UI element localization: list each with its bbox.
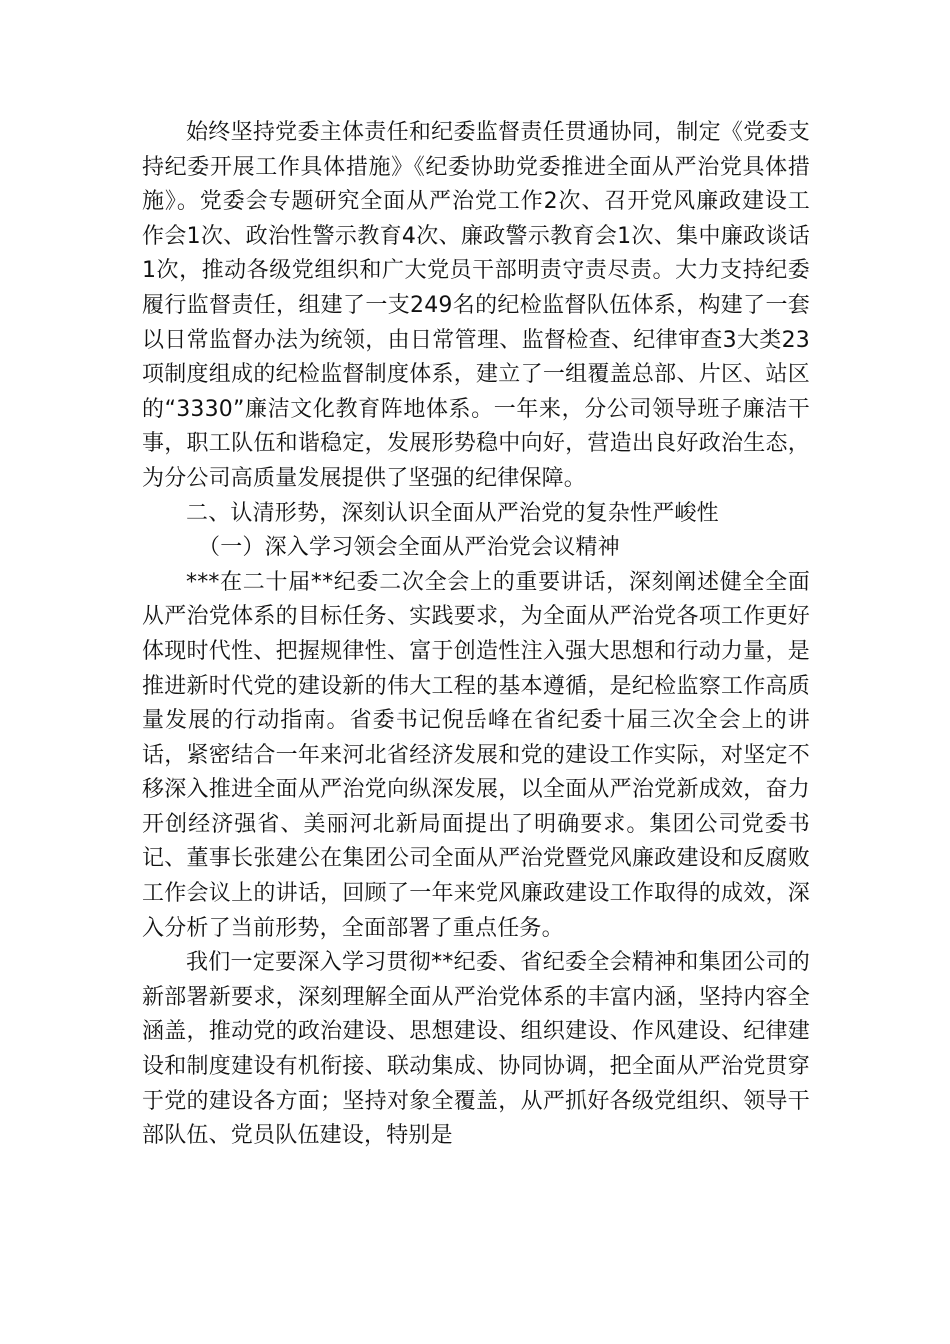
paragraph-responsibility: 始终坚持党委主体责任和纪委监督责任贯通协同，制定《党委支持纪委开展工作具体措施》《纪委协助党委推进全面从严治党具体措施》。党委会专题研究全面从严治党工作2次、召开党风廉政建设工作会1次、政治性警示教育4次、廉政警示教育会1次、集中廉政谈话1次，推动各级党组织和广大党员干部明责守责尽责。大力支持纪委履行监督责任，组建了一支249名的纪检监督队伍体系，构建了一套以日常监督办法为统领，由日常管理、监督检查、纪律审查3大类23项制度组成的纪检监督制度体系，建立了一组覆盖总部、片区、站区的“3330”廉洁文化教育阵地体系。一年来，分公司领导班子廉洁干事，职工队伍和谐稳定，发展形势稳中向好，营造出良好政治生态，为分公司高质量发展提供了坚强的纪律保障。 bbox=[142, 120, 810, 491]
paragraph-study-implementation: 我们一定要深入学习贯彻**纪委、省纪委全会精神和集团公司的新部署新要求，深刻理解全面从严治党体系的丰富内涵，坚持内容全涵盖，推动党的政治建设、思想建设、组织建设、作风建设、纪律建设和制度建设有机衔接、联动集成、协同协调，把全面从严治党贯穿于党的建设各方面；坚持对象全覆盖，从严抓好各级党组织、领导干部队伍、党员队伍建设，特别是 bbox=[142, 950, 810, 1149]
section-heading: 二、认清形势，深刻认识全面从严治党的复杂性严峻性 bbox=[186, 500, 719, 526]
subsection-heading: （一）深入学习领会全面从严治党会议精神 bbox=[198, 535, 620, 561]
document-page bbox=[142, 116, 810, 1154]
paragraph-meeting-spirit: ***在二十届**纪委二次全会上的重要讲话，深刻阐述健全全面从严治党体系的目标任务、实践要求，为全面从严治党各项工作更好体现时代性、把握规律性、富于创造性注入强大思想和行动力量，是推进新时代党的建设新的伟大工程的基本遵循，是纪检监察工作高质量发展的行动指南。省委书记倪岳峰在省纪委十届三次全会上的讲话，紧密结合一年来河北省经济发展和党的建设工作实际，对坚定不移深入推进全面从严治党向纵深发展，以全面从严治党新成效，奋力开创经济强省、美丽河北新局面提出了明确要求。集团公司党委书记、董事长张建公在集团公司全面从严治党暨党风廉政建设和反腐败工作会议上的讲话，回顾了一年来党风廉政建设工作取得的成效，深入分析了当前形势，全面部署了重点任务。 bbox=[142, 569, 810, 941]
